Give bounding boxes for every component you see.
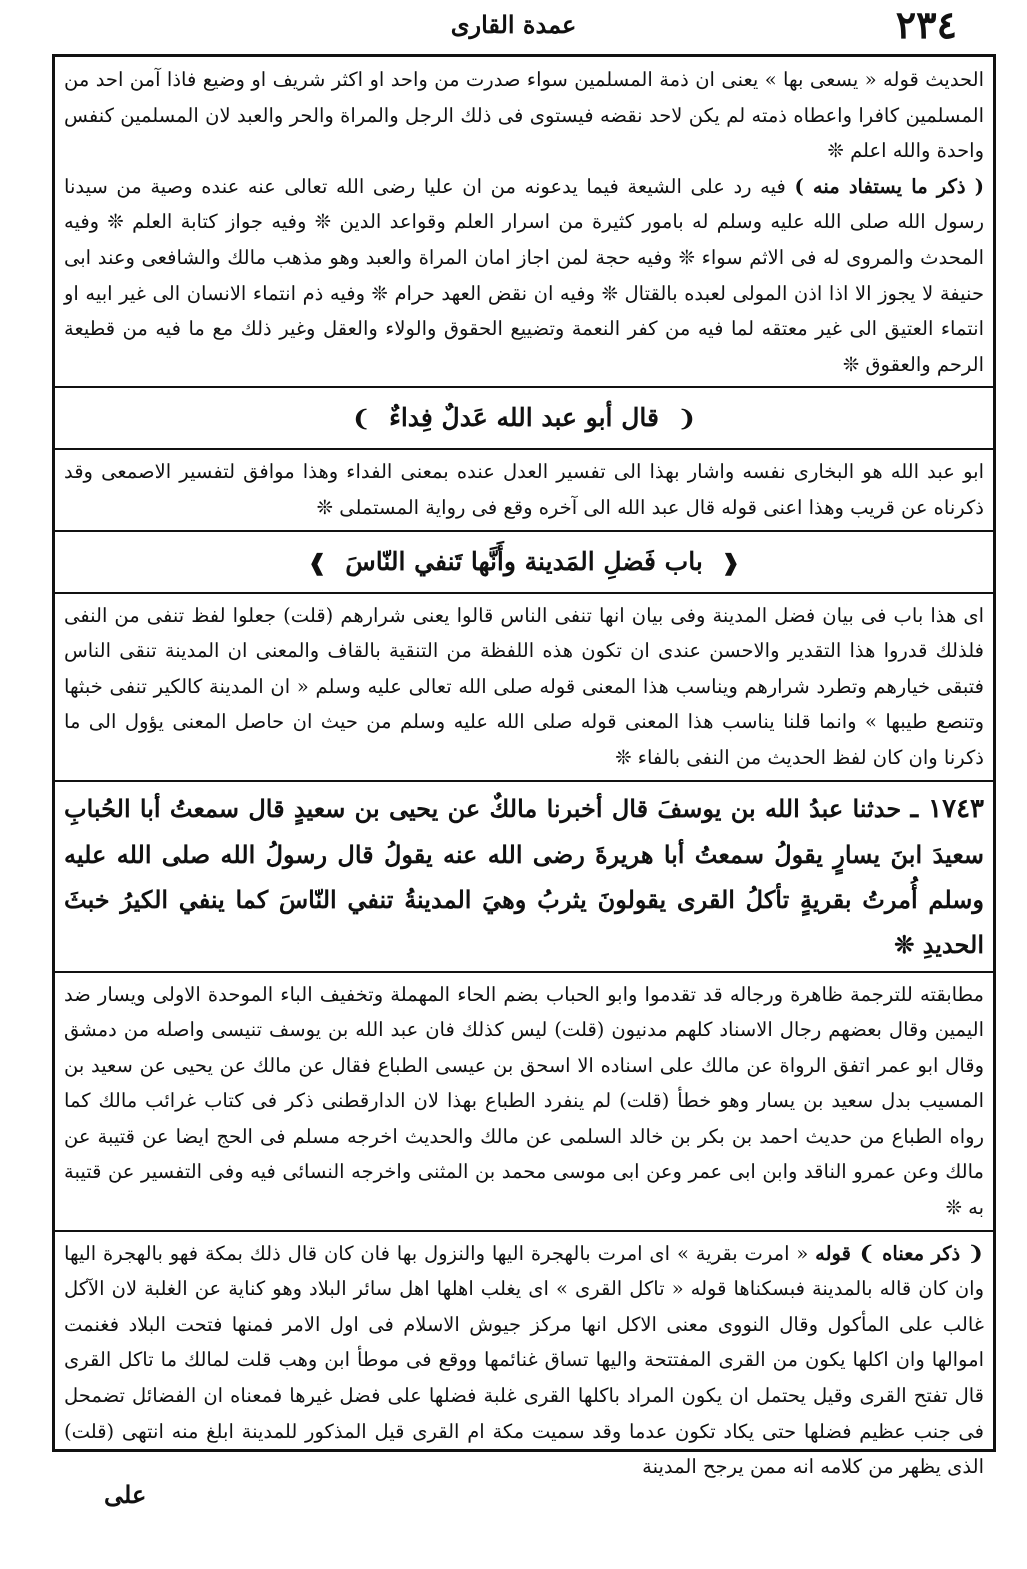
section6-label: ❨ ذكر معناه ❩ قوله <box>815 1241 984 1265</box>
hadith-number: ١٧٤٣ ـ <box>910 793 984 824</box>
section4-text: اى هذا باب فى بيان فضل المدينة وفى بيان انها تنفى الناس قالوا يعنى شرارهم (قلت) جعلوا لفظ تنفى من النفى فلذلك قدروا هذا التقدير والاحسن عندى ان تكون هذه اللفظة من التنقية بالقاف والمعنى ان المدينة تنقى الناس فتبقى خيارهم وتطرد شرارهم ويناسب هذا المعنى قوله صلى الله تعالى عليه وسلم « ان المدينة كالكير تنفى خبثها وتنصع طيبها » وانما قلنا يناسب هذا المعنى قوله صلى الله عليه وسلم من حيث ان حاصل المعنى يؤول الى ما ذكرنا وان كان لفظ الحديث من النفى بالفاء ❊ <box>64 603 984 769</box>
ornament-left-icon: ❱ <box>308 549 327 576</box>
ornament-right-icon: ❨ <box>677 406 697 433</box>
page-number: ٢٣٤ <box>895 2 957 47</box>
ornament-left-icon: ❩ <box>351 406 371 433</box>
heading2-text: باب فَضلِ المَدينة وأَنَّها تَنفي النّاسَ <box>345 546 703 576</box>
section2-label: ( ذكر ما يستفاد منه ) <box>794 174 984 198</box>
catchword: على <box>104 1480 147 1509</box>
heading1-text: قال أبو عبد الله عَدلٌ فِداءٌ <box>389 403 659 433</box>
page-body <box>64 62 984 1479</box>
separator-rule <box>52 971 996 973</box>
chapter-heading-1 <box>64 392 984 444</box>
running-title: عمدة القارى <box>450 10 577 39</box>
separator-rule <box>52 448 996 450</box>
separator-rule <box>52 1230 996 1232</box>
section1-text: الحديث قوله « يسعى بها » يعنى ان ذمة المسلمين سواء صدرت من واحد او اكثر شريف او وضيع فاذا آمن احد من المسلمين كافرا واعطاه ذمته لم يكن لاحد نقضه فيستوى فى ذلك الرجل والمراة والحر والعبد لان المسلمين كنفس واحدة والله اعلم ❊ <box>64 68 984 163</box>
section5-text: مطابقته للترجمة ظاهرة ورجاله قد تقدموا وابو الحباب بضم الحاء المهملة وتخفيف الباء الموحدة الاولى ويسار ضد اليمين وقال بعضهم رجال الاسناد كلهم مدنيون (قلت) ليس كذلك فان عبد الله بن يوسف تنيسى واصله من دمشق وقال ابو عمر اتفق الرواة عن مالك على اسناده الا اسحق بن عيسى الطباع فقال عن مالك عن يحيى عن سعيد بن المسيب بدل سعيد بن يسار وهو خطأ (قلت) لم ينفرد الطباع بهذا لان الدارقطنى ذكر فى كتاب غرائب مالك كما رواه الطباع من حديث احمد بن بكر بن خالد السلمى عن مالك والحديث اخرجه مسلم فى الحج ايضا عن قتيبة عن مالك وعن عمرو الناقد وابن ابى عمر وعن ابى موسى محمد بن المثنى واخرجه النسائى فيه وفى التفسير عن قتيبة به ❊ <box>64 982 984 1220</box>
commentary-paragraph-5 <box>64 977 984 1226</box>
section6-text: « امرت بقرية » اى امرت بالهجرة اليها والنزول بها فان كان قال ذلك بمكة فهو بالهجرة اليها وان كان قاله بالمدينة فبسكناها قوله « تاكل القرى » اى يغلب اهلها اهل سائر البلاد وهو كناية عن الغلبة لان الآكل غالب على المأكول وقال النووى معنى الاكل انها مركز جيوش الاسلام فى اول الامر فمنها فتحت البلاد فغنمت اموالها وان اكلها يكون من القرى المفتتحة واليها تساق غنائمها ووقع فى موطأ ابن وهب قلت لمالك ما تاكل القرى قال تفتح القرى وقيل يحتمل ان يكون المراد باكلها القرى غلبة فضلها على فضل غيرها فمعناه ان الفضائل تضمحل فى جنب عظيم فضلها حتى يكاد تكون عدما وقد سميت مكة ام القرى قيل المذكور للمدينة ابلغ منه انتهى (قلت) الذى يظهر من كلامه انه ممن يرجح المدينة <box>64 1241 984 1479</box>
section2-text: فيه رد على الشيعة فيما يدعونه من ان عليا رضى الله تعالى عنه عنده وصية من سيدنا رسول الله صلى الله عليه وسلم له بامور كثيرة من اسرار العلم وقواعد الدين ❊ وفيه جواز كتابة العلم ❊ وفيه المحدث والمروى له فى الاثم سواء ❊ وفيه حجة لمن اجاز امان المراة والعبد وهو مذهب مالك والشافعى وعند ابى حنيفة لا يجوز الا اذا اذن المولى لعبده بالقتال ❊ وفيه ان نقض العهد حرام ❊ وفيه ذم انتماء الانسان الى غير ابيه او انتماء العتيق الى غير معتقه لما فيه من كفر النعمة وتضييع الحقوق والولاء والعقل وغير ذلك مع ما فيه من قطيعة الرحم والعقوق ❊ <box>64 174 984 376</box>
section3-text: ابو عبد الله هو البخارى نفسه واشار بهذا الى تفسير العدل عنده بمعنى الفداء وهذا موافق لتفسير الاصمعى وقد ذكرناه عن قريب وهذا اعنى قوله قال عبد الله الى آخره وقع فى رواية المستملى ❊ <box>64 460 984 519</box>
commentary-paragraph-4 <box>64 598 984 776</box>
commentary-paragraph-2 <box>64 169 984 383</box>
separator-rule <box>52 592 996 594</box>
chapter-heading-2 <box>64 536 984 588</box>
commentary-paragraph-3 <box>64 454 984 525</box>
ornament-right-icon: ❰ <box>721 549 740 576</box>
hadith-text <box>64 786 984 967</box>
separator-rule <box>52 780 996 782</box>
hadith-body: حدثنا عبدُ الله بن يوسفَ قال أخبرنا مالكٌ عن يحيى بن سعيدٍ قال سمعتُ أبا الحُبابِ سعيدَ ابنَ يسارٍ يقولُ سمعتُ أبا هريرةَ رضى الله عنه يقولُ قال رسولُ الله صلى الله عليه وسلم أُمرتُ بقريةٍ تأكلُ القرى يقولونَ يثربُ وهيَ المدينةُ تنفي النّاسَ كما ينفي الكيرُ خبثَ الحديدِ ❊ <box>64 793 984 959</box>
separator-rule <box>52 530 996 532</box>
commentary-paragraph-6 <box>64 1236 984 1485</box>
page-header <box>0 0 1027 50</box>
separator-rule <box>52 386 996 388</box>
commentary-paragraph-1 <box>64 62 984 169</box>
